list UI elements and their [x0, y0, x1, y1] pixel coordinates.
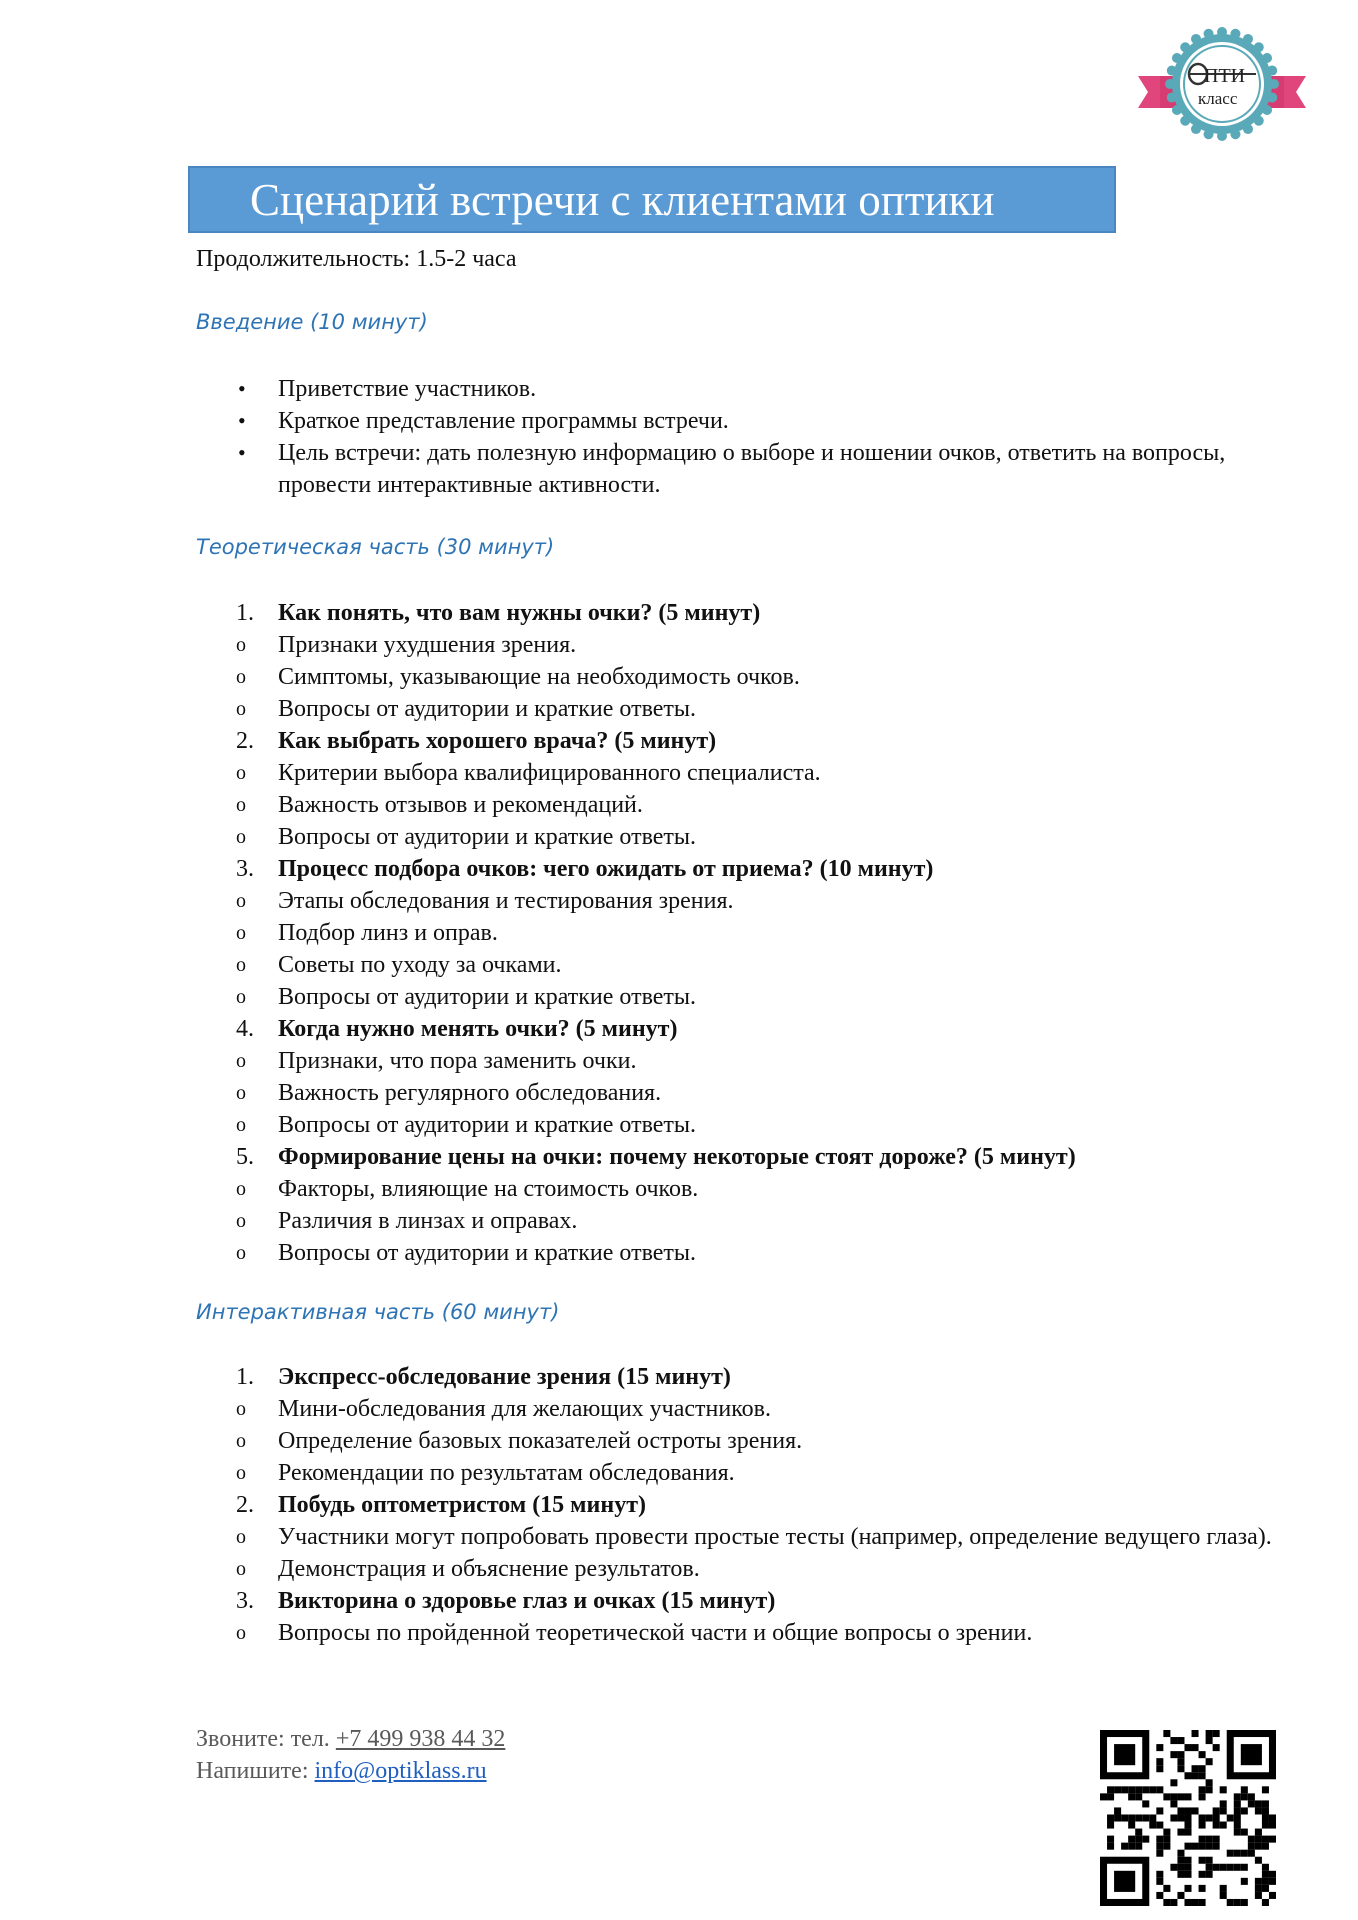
sub-list: [196, 757, 1296, 853]
sub-list-item: o Различия в линзах и оправах.: [196, 1205, 1296, 1237]
numbered-item: [196, 1141, 1296, 1173]
item-title: Когда нужно менять очки? (5 минут): [278, 1016, 678, 1042]
email-label: Напишите:: [196, 1758, 309, 1784]
sub-list: [196, 885, 1296, 1013]
sub-list-item: o Вопросы от аудитории и краткие ответы.: [196, 981, 1296, 1013]
email-link[interactable]: info@optiklass.ru: [314, 1758, 487, 1784]
phone-link[interactable]: +7 499 938 44 32: [335, 1726, 506, 1752]
list-item: • Приветствие участников.: [196, 373, 1276, 405]
sub-list: [196, 1045, 1296, 1141]
sub-list-item: o Вопросы по пройденной теоретической части и общие вопросы о зрении.: [196, 1617, 1296, 1649]
item-number: 2.: [236, 1492, 254, 1518]
qr-code-icon[interactable]: [1100, 1730, 1276, 1906]
duration-text: Продолжительность: 1.5-2 часа: [196, 246, 517, 272]
numbered-item: [196, 853, 1296, 885]
item-number: 3.: [236, 1588, 254, 1614]
interactive-heading: Интерактивная часть (60 минут): [196, 1300, 560, 1324]
numbered-item: [196, 1361, 1296, 1393]
list-item: • Цель встречи: дать полезную информацию о выборе и ношении очков, ответить на вопросы, провести интерактивные активности.: [196, 437, 1276, 501]
numbered-item: [196, 725, 1296, 757]
title-banner: [188, 166, 1116, 233]
sub-list-item: o Демонстрация и объяснение результатов.: [196, 1553, 1296, 1585]
numbered-item: [196, 1013, 1296, 1045]
sub-list-item: o Вопросы от аудитории и краткие ответы.: [196, 693, 1296, 725]
item-number: 4.: [236, 1016, 254, 1042]
sub-list: [196, 629, 1296, 725]
phone-label: Звоните: тел.: [196, 1726, 330, 1752]
sub-list-item: o Мини-обследования для желающих участников.: [196, 1393, 1296, 1425]
item-title: Процесс подбора очков: чего ожидать от приема? (10 минут): [278, 856, 934, 882]
sub-list: [196, 1173, 1296, 1269]
numbered-item: [196, 597, 1296, 629]
theory-list: [196, 597, 1296, 1269]
item-number: 3.: [236, 856, 254, 882]
email-line: [196, 1755, 505, 1787]
item-title: Как выбрать хорошего врача? (5 минут): [278, 728, 717, 754]
sub-list-item: o Признаки ухудшения зрения.: [196, 629, 1296, 661]
sub-list-item: o Важность отзывов и рекомендаций.: [196, 789, 1296, 821]
item-title: Побудь оптометристом (15 минут): [278, 1492, 646, 1518]
sub-list: [196, 1393, 1296, 1489]
item-title: Формирование цены на очки: почему некоторые стоят дороже? (5 минут): [278, 1144, 1076, 1170]
list-item: • Краткое представление программы встречи.: [196, 405, 1276, 437]
sub-list: [196, 1521, 1296, 1585]
sub-list-item: o Определение базовых показателей остроты зрения.: [196, 1425, 1296, 1457]
sub-list-item: o Признаки, что пора заменить очки.: [196, 1045, 1296, 1077]
interactive-list: [196, 1361, 1296, 1649]
sub-list-item: o Вопросы от аудитории и краткие ответы.: [196, 1109, 1296, 1141]
sub-list-item: o Вопросы от аудитории и краткие ответы.: [196, 821, 1296, 853]
sub-list-item: o Важность регулярного обследования.: [196, 1077, 1296, 1109]
numbered-item: [196, 1585, 1296, 1617]
sub-list-item: o Критерии выбора квалифицированного специалиста.: [196, 757, 1296, 789]
phone-line: [196, 1723, 505, 1755]
numbered-item: [196, 1489, 1296, 1521]
sub-list-item: o Симптомы, указывающие на необходимость очков.: [196, 661, 1296, 693]
logo-text-top: ПТИ: [1204, 65, 1246, 87]
intro-list: [196, 373, 1276, 501]
page-title: Сценарий встречи с клиентами оптики: [250, 175, 995, 225]
contacts-block: [196, 1723, 505, 1787]
item-number: 2.: [236, 728, 254, 754]
theory-heading: Теоретическая часть (30 минут): [196, 535, 555, 559]
item-number: 1.: [236, 600, 254, 626]
item-number: 5.: [236, 1144, 254, 1170]
intro-heading: Введение (10 минут): [196, 310, 428, 334]
logo-text-bottom: класс: [1198, 89, 1238, 108]
sub-list-item: o Советы по уходу за очками.: [196, 949, 1296, 981]
brand-logo: [1138, 24, 1306, 144]
item-title: Экспресс-обследование зрения (15 минут): [278, 1364, 731, 1390]
item-title: Викторина о здоровье глаз и очках (15 минут): [278, 1588, 776, 1614]
sub-list-item: o Вопросы от аудитории и краткие ответы.: [196, 1237, 1296, 1269]
sub-list-item: o Подбор линз и оправ.: [196, 917, 1296, 949]
item-title: Как понять, что вам нужны очки? (5 минут): [278, 600, 761, 626]
item-number: 1.: [236, 1364, 254, 1390]
sub-list-item: o Факторы, влияющие на стоимость очков.: [196, 1173, 1296, 1205]
sub-list-item: o Участники могут попробовать провести простые тесты (например, определение ведущего глаза).: [196, 1521, 1296, 1553]
sub-list: [196, 1617, 1296, 1649]
sub-list-item: o Этапы обследования и тестирования зрения.: [196, 885, 1296, 917]
sub-list-item: o Рекомендации по результатам обследования.: [196, 1457, 1296, 1489]
